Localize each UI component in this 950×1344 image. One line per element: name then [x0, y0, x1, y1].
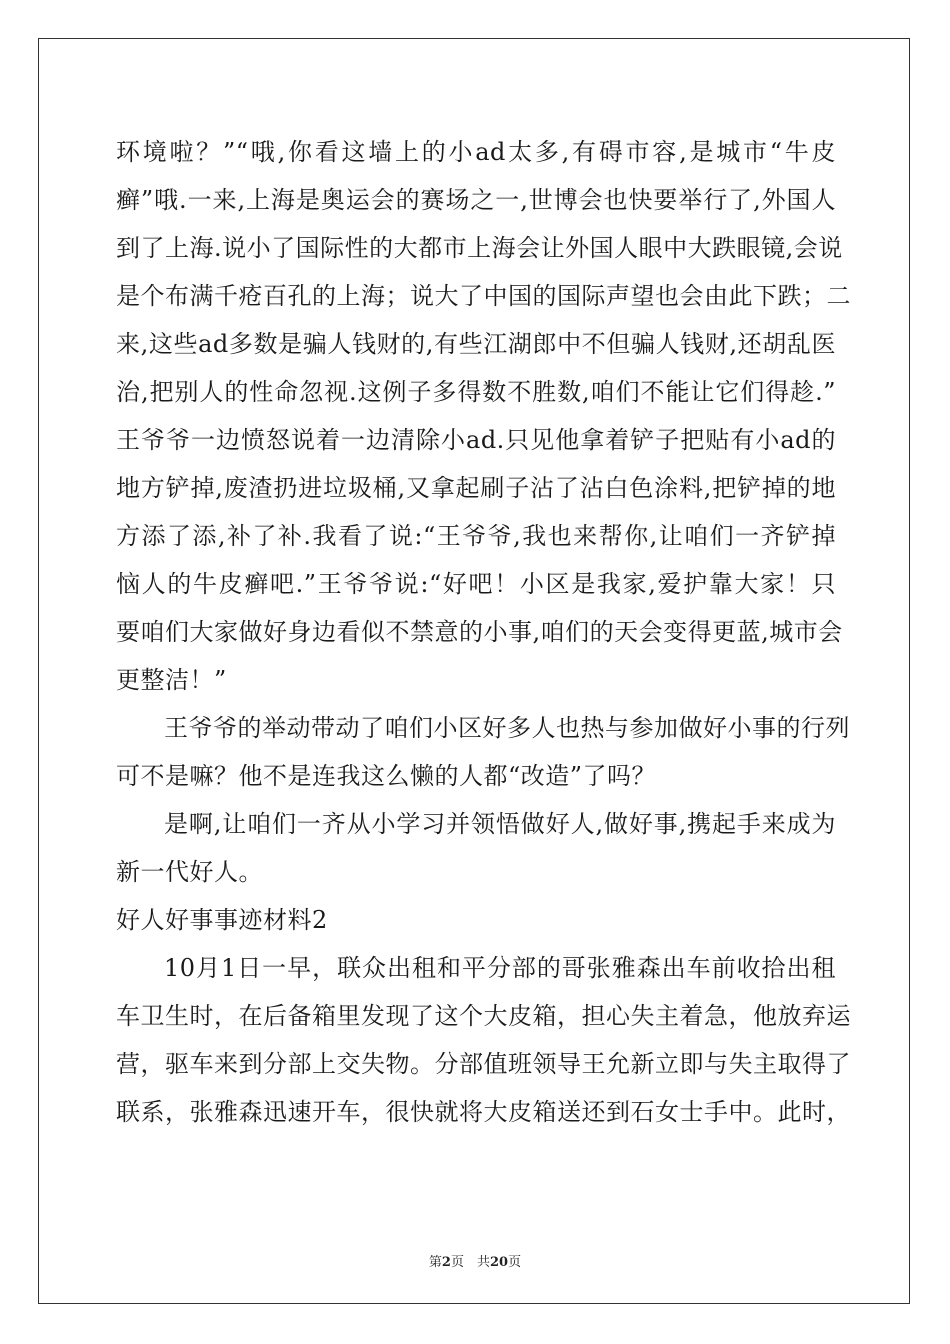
text-line: 要咱们大家做好身边看似不禁意的小事,咱们的天会变得更蓝,城市会 [116, 618, 843, 646]
page-footer [0, 1251, 950, 1270]
text-line: 更整洁！” [116, 666, 227, 694]
text-line: 环境啦？”“哦,你看这墙上的小ad太多,有碍市容,是城市“牛皮 [116, 138, 836, 166]
paragraph-start-line: 是啊,让咱们一齐从小学习并领悟做好人,做好事,携起手来成为 [164, 810, 836, 838]
text-line: 癣”哦.一来,上海是奥运会的赛场之一,世博会也快要举行了,外国人 [116, 186, 836, 214]
text-line: 营，驱车来到分部上交失物。分部值班领导王允新立即与失主取得了 [116, 1050, 851, 1078]
text-line: 可不是嘛？他不是连我这么懒的人都“改造”了吗？ [116, 762, 657, 790]
paragraph-start-line: 10月1日一早，联众出租和平分部的哥张雅森出车前收拾出租 [164, 954, 836, 982]
text-line: 地方铲掉,废渣扔进垃圾桶,又拿起刷子沾了沾白色涂料,把铲掉的地 [116, 474, 836, 502]
footer-mid: 页 共 [450, 1255, 490, 1270]
total-page-count: 20 [489, 1255, 509, 1270]
text-line: 恼人的牛皮癣吧.”王爷爷说:“好吧！小区是我家,爱护靠大家！只 [116, 570, 836, 598]
footer-suffix: 页 [508, 1255, 522, 1270]
text-line: 到了上海.说小了国际性的大都市上海会让外国人眼中大跌眼镜,会说 [116, 234, 843, 262]
footer-prefix: 第 [428, 1255, 442, 1270]
text-line: 王爷爷一边愤怒说着一边清除小ad.只见他拿着铲子把贴有小ad的 [116, 426, 836, 454]
paragraph-start-line: 王爷爷的举动带动了咱们小区好多人也热与参加做好小事的行列 [164, 714, 850, 742]
text-line: 是个布满千疮百孔的上海；说大了中国的国际声望也会由此下跌；二 [116, 282, 851, 310]
text-line: 来,这些ad多数是骗人钱财的,有些江湖郎中不但骗人钱财,还胡乱医 [116, 330, 836, 358]
text-line: 治,把别人的性命忽视.这例子多得数不胜数,咱们不能让它们得趁.” [116, 378, 836, 406]
text-line: 方添了添,补了补.我看了说:“王爷爷,我也来帮你,让咱们一齐铲掉 [116, 522, 836, 550]
text-line: 新一代好人。 [116, 858, 263, 886]
section-heading: 好人好事事迹材料2 [116, 906, 328, 934]
text-line: 车卫生时，在后备箱里发现了这个大皮箱，担心失主着急，他放弃运 [116, 1002, 851, 1030]
current-page-number: 2 [441, 1255, 451, 1270]
text-line: 联系，张雅森迅速开车，很快就将大皮箱送还到石女士手中。此时， [116, 1098, 851, 1126]
document-body [116, 128, 851, 1136]
